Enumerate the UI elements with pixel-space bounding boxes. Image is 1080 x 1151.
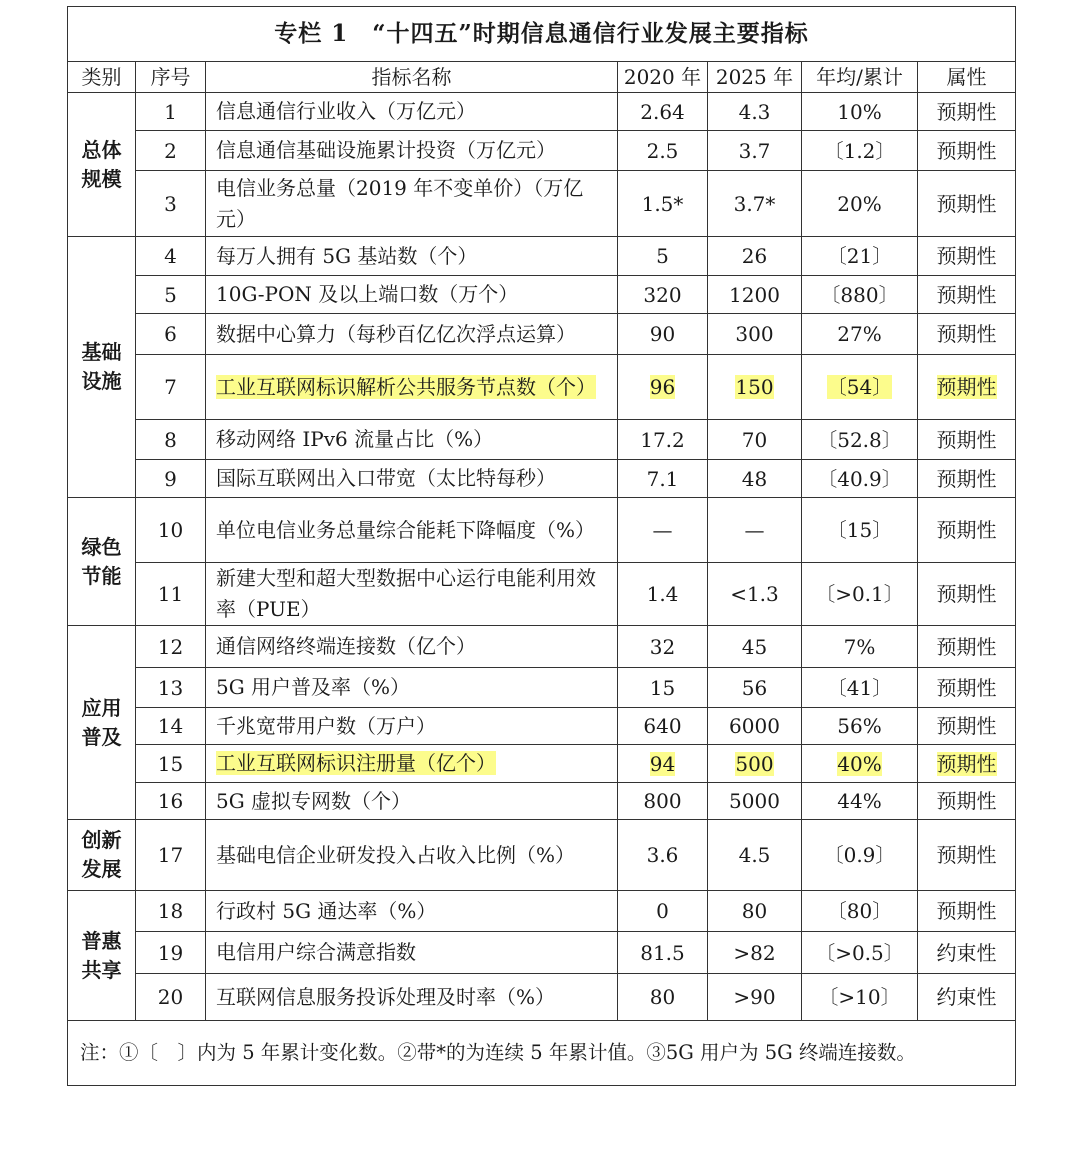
row-attribute: 预期性 [918,563,1016,626]
row-2020: 3.6 [618,820,708,891]
row-attribute: 预期性 [918,460,1016,498]
row-2025: >90 [708,974,802,1021]
row-index: 1 [136,93,206,131]
row-attribute: 预期性 [918,420,1016,460]
row-2020: 800 [618,783,708,820]
highlighted-text: 〔54〕 [826,375,893,399]
row-2025: 3.7* [708,171,802,237]
highlighted-text: 工业互联网标识注册量（亿个） [216,751,496,775]
row-growth: 44% [802,783,918,820]
table-title: 专栏 1 “十四五”时期信息通信行业发展主要指标 [68,7,1016,62]
row-attribute-highlighted [918,355,1016,420]
row-2025: 26 [708,237,802,276]
row-attribute: 预期性 [918,237,1016,276]
category-label: 应用 普及 [81,695,122,749]
row-2025-highlighted [708,355,802,420]
highlighted-text: 96 [649,375,676,399]
row-growth: 20% [802,171,918,237]
row-growth-highlighted [802,745,918,783]
indicator-table-sheet [67,6,1015,1086]
row-2025: — [708,498,802,563]
row-2025: 4.5 [708,820,802,891]
row-index: 4 [136,237,206,276]
row-name: 10G-PON 及以上端口数（万个） [206,276,618,314]
row-2025: 300 [708,314,802,355]
category-cell [68,93,136,237]
row-attribute: 预期性 [918,783,1016,820]
row-attribute: 预期性 [918,93,1016,131]
category-cell [68,237,136,498]
row-index: 14 [136,708,206,745]
category-label: 总体 规模 [81,137,122,191]
highlighted-text: 工业互联网标识解析公共服务节点数（个） [216,374,596,399]
category-cell [68,626,136,820]
row-2025: >82 [708,932,802,974]
row-2020: 80 [618,974,708,1021]
category-cell [68,891,136,1021]
row-2020: 7.1 [618,460,708,498]
row-index: 18 [136,891,206,932]
row-index: 2 [136,131,206,171]
row-2020: 1.4 [618,563,708,626]
row-name: 电信业务总量（2019 年不变单价）（万亿元） [206,171,618,237]
row-2025: 56 [708,668,802,708]
row-name: 国际互联网出入口带宽（太比特每秒） [206,460,618,498]
row-name: 5G 用户普及率（%） [206,668,618,708]
row-name: 单位电信业务总量综合能耗下降幅度（%） [206,498,618,563]
header-index: 序号 [136,62,206,93]
row-index: 15 [136,745,206,783]
row-attribute-highlighted [918,745,1016,783]
row-growth: 〔15〕 [802,498,918,563]
row-attribute: 预期性 [918,276,1016,314]
row-name: 每万人拥有 5G 基站数（个） [206,237,618,276]
row-attribute: 约束性 [918,932,1016,974]
highlighted-text: 500 [735,751,774,776]
row-attribute: 预期性 [918,171,1016,237]
row-2025: 48 [708,460,802,498]
row-name: 千兆宽带用户数（万户） [206,708,618,745]
highlighted-text: 预期性 [936,751,997,776]
row-2020: 32 [618,626,708,668]
row-index: 17 [136,820,206,891]
category-label: 绿色 节能 [81,534,122,588]
row-growth: 〔>10〕 [802,974,918,1021]
row-2020: 0 [618,891,708,932]
row-name: 数据中心算力（每秒百亿亿次浮点运算） [206,314,618,355]
row-index: 3 [136,171,206,237]
row-2020: 2.5 [618,131,708,171]
row-2025: 4.3 [708,93,802,131]
row-attribute: 预期性 [918,498,1016,563]
row-2020: 2.64 [618,93,708,131]
category-cell [68,820,136,891]
category-label: 基础 设施 [81,340,122,393]
row-attribute: 预期性 [918,314,1016,355]
row-index: 10 [136,498,206,563]
row-growth: 〔880〕 [802,276,918,314]
row-2020: 17.2 [618,420,708,460]
row-2020: — [618,498,708,563]
row-index: 8 [136,420,206,460]
header-2020: 2020 年 [618,62,708,93]
category-cell [68,498,136,626]
highlighted-text: 150 [735,375,774,399]
row-name: 电信用户综合满意指数 [206,932,618,974]
row-attribute: 预期性 [918,668,1016,708]
row-growth-highlighted [802,355,918,420]
row-2020: 5 [618,237,708,276]
row-name-highlighted [206,745,618,783]
row-growth: 〔40.9〕 [802,460,918,498]
row-attribute: 预期性 [918,708,1016,745]
header-category: 类别 [68,62,136,93]
row-index: 11 [136,563,206,626]
row-2025: 5000 [708,783,802,820]
row-index: 5 [136,276,206,314]
row-growth: 7% [802,626,918,668]
row-growth: 10% [802,93,918,131]
row-name: 信息通信基础设施累计投资（万亿元） [206,131,618,171]
row-name: 5G 虚拟专网数（个） [206,783,618,820]
row-index: 6 [136,314,206,355]
row-2025: 3.7 [708,131,802,171]
row-2025: 70 [708,420,802,460]
row-growth: 56% [802,708,918,745]
row-2025: 80 [708,891,802,932]
row-growth: 〔0.9〕 [802,820,918,891]
row-name: 通信网络终端连接数（亿个） [206,626,618,668]
row-growth: 〔>0.1〕 [802,563,918,626]
row-attribute: 预期性 [918,820,1016,891]
row-attribute: 约束性 [918,974,1016,1021]
row-attribute: 预期性 [918,131,1016,171]
table-note: 注：①〔 〕内为 5 年累计变化数。②带*的为连续 5 年累计值。③5G 用户为 5G 终端连接数。 [68,1021,1016,1086]
highlighted-text: 预期性 [936,375,997,399]
header-name: 指标名称 [206,62,618,93]
row-index: 13 [136,668,206,708]
row-2020: 1.5* [618,171,708,237]
row-attribute: 预期性 [918,891,1016,932]
row-name: 基础电信企业研发投入占收入比例（%） [206,820,618,891]
row-name: 信息通信行业收入（万亿元） [206,93,618,131]
row-2025: 6000 [708,708,802,745]
row-2020: 90 [618,314,708,355]
row-2020-highlighted [618,355,708,420]
category-label: 普惠 共享 [81,928,122,982]
row-growth: 〔41〕 [802,668,918,708]
row-growth: 〔21〕 [802,237,918,276]
row-2025: 45 [708,626,802,668]
row-name: 行政村 5G 通达率（%） [206,891,618,932]
row-index: 16 [136,783,206,820]
row-attribute: 预期性 [918,626,1016,668]
row-index: 9 [136,460,206,498]
header-2025: 2025 年 [708,62,802,93]
row-growth: 〔1.2〕 [802,131,918,171]
row-name-highlighted [206,355,618,420]
row-growth: 〔52.8〕 [802,420,918,460]
row-name: 新建大型和超大型数据中心运行电能利用效率（PUE） [206,563,618,626]
row-2025: <1.3 [708,563,802,626]
category-label: 创新 发展 [81,828,122,881]
header-growth: 年均/累计 [802,62,918,93]
row-index: 20 [136,974,206,1021]
row-2025: 1200 [708,276,802,314]
row-growth: 〔80〕 [802,891,918,932]
row-2025-highlighted [708,745,802,783]
row-index: 12 [136,626,206,668]
row-name: 移动网络 IPv6 流量占比（%） [206,420,618,460]
row-growth: 27% [802,314,918,355]
row-index: 19 [136,932,206,974]
row-growth: 〔>0.5〕 [802,932,918,974]
highlighted-text: 40% [837,751,882,776]
row-2020: 320 [618,276,708,314]
highlighted-text: 94 [649,751,676,776]
row-2020: 15 [618,668,708,708]
row-2020: 640 [618,708,708,745]
row-index: 7 [136,355,206,420]
row-2020: 81.5 [618,932,708,974]
row-2020-highlighted [618,745,708,783]
indicator-table [67,6,1016,1086]
row-name: 互联网信息服务投诉处理及时率（%） [206,974,618,1021]
header-attribute: 属性 [918,62,1016,93]
